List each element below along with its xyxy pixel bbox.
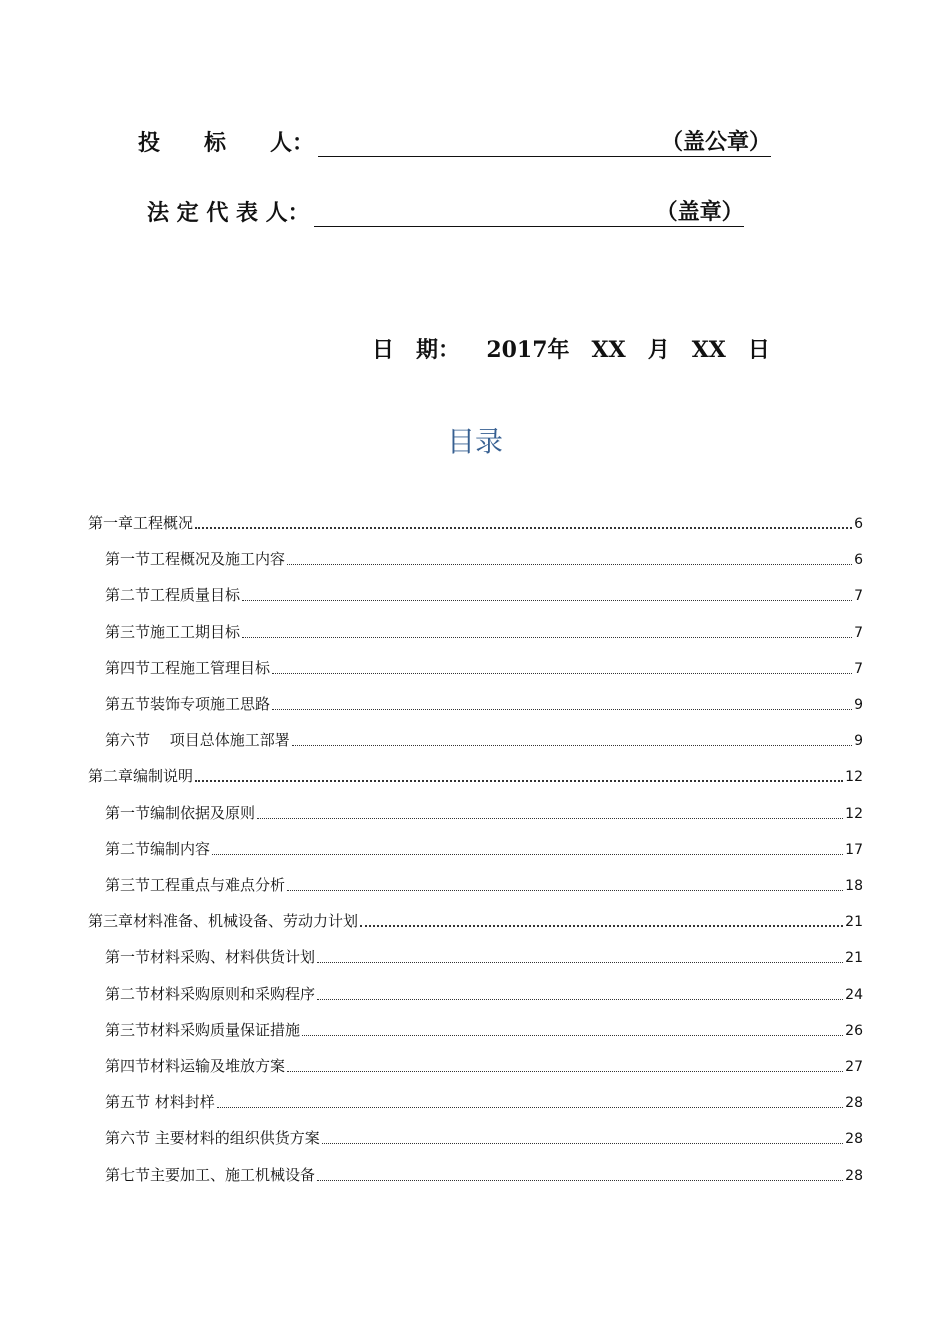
toc-page-number: 9 [854,733,863,749]
toc-dot-leader [287,564,852,565]
bidder-signature-line [318,130,771,157]
toc-entry-label: 第一章工程概况 [88,514,194,532]
toc-entry-label: 第四节材料运输及堆放方案 [105,1057,286,1075]
toc-dot-leader [360,925,843,927]
toc-dot-leader [292,745,852,746]
toc-dot-leader [272,673,852,674]
toc-page-number: 12 [845,806,863,822]
legal-representative-label: 法 定 代 表 人： [147,200,310,226]
legal-representative-line [314,200,744,227]
toc-section-entry[interactable] [105,946,863,968]
toc-section-entry[interactable] [105,983,863,1005]
toc-page-number: 28 [845,1168,863,1184]
toc-entry-label: 第四节工程施工管理目标 [105,659,271,677]
toc-dot-leader [287,1071,843,1072]
toc-page-number: 24 [845,987,863,1003]
toc-page-number: 28 [845,1095,863,1111]
toc-dot-leader [287,890,843,891]
toc-section-entry[interactable] [105,584,863,606]
toc-section-entry[interactable] [105,838,863,860]
toc-page-number: 26 [845,1023,863,1039]
toc-dot-leader [242,637,852,638]
toc-page-number: 21 [845,950,863,966]
toc-dot-leader [317,1180,843,1181]
bidder-label: 投 标 人： [138,130,315,156]
toc-title: 目录 [446,425,503,458]
bidder-signature-row [138,126,771,157]
toc-dot-leader [212,854,843,855]
toc-dot-leader [272,709,852,710]
toc-page-number: 6 [854,516,863,532]
toc-dot-leader [317,962,843,963]
toc-entry-label: 第二节材料采购原则和采购程序 [105,985,316,1003]
toc-page-number: 6 [854,552,863,568]
toc-page-number: 17 [845,842,863,858]
toc-section-entry[interactable] [105,1164,863,1186]
legal-representative-row [147,196,744,227]
toc-page-number: 28 [845,1131,863,1147]
toc-dot-leader [217,1107,843,1108]
date-line: 日 期： 2017年 XX 月 XX 日 [372,337,770,363]
toc-page-number: 27 [845,1059,863,1075]
toc-entry-label: 第五节 材料封样 [105,1093,215,1111]
toc-entry-label: 第二章编制说明 [88,767,194,785]
toc-section-entry[interactable] [105,1019,863,1041]
toc-section-entry[interactable] [105,802,863,824]
toc-chapter-entry[interactable] [88,765,863,787]
toc-entry-label: 第六节 主要材料的组织供货方案 [105,1129,320,1147]
toc-entry-label: 第七节主要加工、施工机械设备 [105,1166,316,1184]
toc-section-entry[interactable] [105,874,863,896]
toc-dot-leader [322,1143,843,1144]
toc-dot-leader [195,527,852,529]
toc-section-entry[interactable] [105,693,863,715]
toc-chapter-entry[interactable] [88,910,863,932]
toc-dot-leader [195,780,843,782]
toc-entry-label: 第二节编制内容 [105,840,211,858]
toc-entry-label: 第一节工程概况及施工内容 [105,550,286,568]
toc-dot-leader [302,1035,843,1036]
toc-section-entry[interactable] [105,1055,863,1077]
bidder-seal-note: （盖公章） [661,129,772,155]
toc-entry-label: 第一节材料采购、材料供货计划 [105,948,316,966]
toc-section-entry[interactable] [105,1091,863,1113]
toc-section-entry[interactable] [105,548,863,570]
toc-section-entry[interactable] [105,729,863,751]
toc-entry-label: 第三节施工工期目标 [105,623,241,641]
toc-page-number: 21 [845,914,863,930]
toc-entry-label: 第六节 项目总体施工部署 [105,731,290,749]
toc-page-number: 7 [854,661,863,677]
toc-section-entry[interactable] [105,657,863,679]
toc-page-number: 9 [854,697,863,713]
toc-dot-leader [242,600,852,601]
toc-section-entry[interactable] [105,1127,863,1149]
toc-dot-leader [257,818,843,819]
toc-entry-label: 第三节材料采购质量保证措施 [105,1021,301,1039]
toc-page-number: 7 [854,625,863,641]
toc-entry-label: 第二节工程质量目标 [105,586,241,604]
toc-entry-label: 第三节工程重点与难点分析 [105,876,286,894]
toc-page-number: 7 [854,588,863,604]
toc-page-number: 12 [845,769,863,785]
toc-entry-label: 第一节编制依据及原则 [105,804,256,822]
toc-dot-leader [317,999,843,1000]
toc-section-entry[interactable] [105,621,863,643]
toc-entry-label: 第五节装饰专项施工思路 [105,695,271,713]
toc-entry-label: 第三章材料准备、机械设备、劳动力计划 [88,912,359,930]
legal-seal-note: （盖章） [655,199,744,225]
toc-page-number: 18 [845,878,863,894]
toc-chapter-entry[interactable] [88,512,863,534]
